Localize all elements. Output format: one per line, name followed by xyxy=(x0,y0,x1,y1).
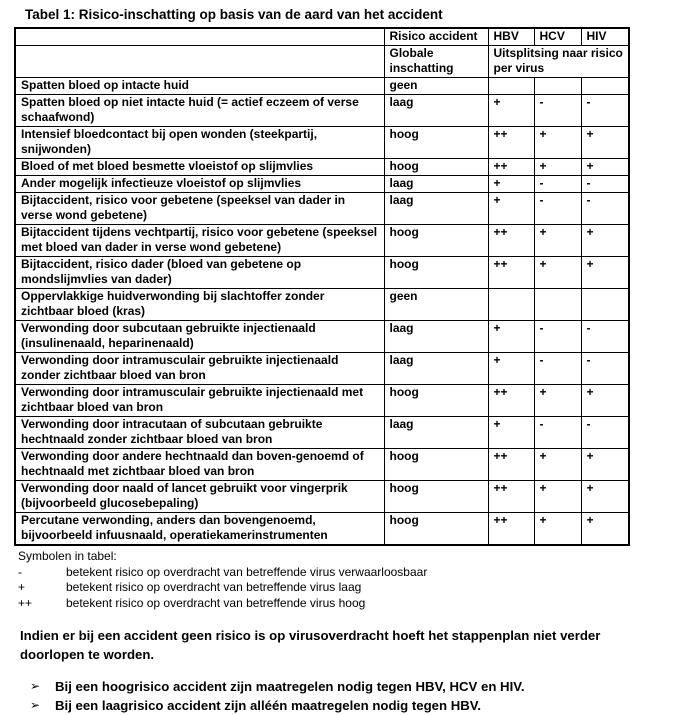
cell-accident: Verwonding door subcutaan gebruikte injectienaald (insulinenaald, heparinenaald) xyxy=(15,321,384,353)
cell-accident: Percutane verwonding, anders dan bovengenoemd, bijvoorbeeld infuusnaald, operatiekamerinstrumenten xyxy=(15,513,384,546)
cell-hcv xyxy=(534,289,581,321)
header-row-viruses xyxy=(15,28,629,46)
cell-hiv: + xyxy=(581,449,629,481)
cell-hcv: - xyxy=(534,95,581,127)
cell-hcv: + xyxy=(534,225,581,257)
cell-accident: Verwonding door andere hechtnaald dan boven-genoemd of hechtnaald met zichtbaar bloed van bron xyxy=(15,449,384,481)
cell-accident: Ander mogelijk infectieuze vloeistof op slijmvlies xyxy=(15,176,384,193)
table-row xyxy=(15,127,629,159)
cell-accident: Bijtaccident, risico voor gebetene (speeksel van dader in verse wond gebetene) xyxy=(15,193,384,225)
cell-hbv: ++ xyxy=(488,513,534,546)
cell-accident: Spatten bloed op intacte huid xyxy=(15,78,384,95)
legend-meaning: betekent risico op overdracht van betreffende virus hoog xyxy=(66,595,366,610)
table-row xyxy=(15,95,629,127)
cell-hiv: + xyxy=(581,513,629,546)
legend-meaning: betekent risico op overdracht van betreffende virus verwaarloosbaar xyxy=(66,564,428,579)
cell-risico: geen xyxy=(384,78,488,95)
legend-meaning: betekent risico op overdracht van betreffende virus laag xyxy=(66,580,362,594)
cell-hbv xyxy=(488,78,534,95)
cell-accident: Verwonding door intracutaan of subcutaan gebruikte hechtnaald zonder zichtbaar bloed van bron xyxy=(15,417,384,449)
cell-hiv: - xyxy=(581,321,629,353)
bullet-text: Bij een hoogrisico accident zijn maatregelen nodig tegen HBV, HCV en HIV. xyxy=(55,679,525,694)
risk-table-header xyxy=(15,28,629,78)
page-title: Tabel 1: Risico-inschatting op basis van de aard van het accident xyxy=(25,7,443,22)
risk-table-body xyxy=(15,78,629,546)
cell-accident: Intensief bloedcontact bij open wonden (steekpartij, snijwonden) xyxy=(15,127,384,159)
cell-hiv: + xyxy=(581,481,629,513)
risk-table xyxy=(14,27,630,546)
cell-accident: Bijtaccident tijdens vechtpartij, risico voor gebetene (speeksel met bloed van dader in verse wond gebetene) xyxy=(15,225,384,257)
cell-hiv xyxy=(581,78,629,95)
cell-accident: Verwonding door intramusculair gebruikte injectienaald met zichtbaar bloed van bron xyxy=(15,385,384,417)
header-hiv: HIV xyxy=(581,28,629,46)
cell-accident: Oppervlakkige huidverwonding bij slachtoffer zonder zichtbaar bloed (kras) xyxy=(15,289,384,321)
table-row xyxy=(15,225,629,257)
header-hbv: HBV xyxy=(488,28,534,46)
cell-hiv: - xyxy=(581,176,629,193)
table-row xyxy=(15,353,629,385)
legend-symbol: ++ xyxy=(18,595,33,610)
cell-hiv: + xyxy=(581,385,629,417)
cell-risico: hoog xyxy=(384,385,488,417)
cell-hbv xyxy=(488,289,534,321)
cell-accident: Verwonding door intramusculair gebruikte injectienaald zonder zichtbaar bloed van bron xyxy=(15,353,384,385)
header-accident-empty xyxy=(15,28,384,46)
cell-hbv: ++ xyxy=(488,257,534,289)
cell-hbv: + xyxy=(488,353,534,385)
cell-risico: laag xyxy=(384,353,488,385)
table-row xyxy=(15,513,629,546)
cell-accident: Verwonding door naald of lancet gebruikt voor vingerprik (bijvoorbeeld glucosebepaling) xyxy=(15,481,384,513)
cell-hcv: - xyxy=(534,353,581,385)
cell-hbv: ++ xyxy=(488,481,534,513)
cell-hbv: ++ xyxy=(488,159,534,176)
cell-hiv: + xyxy=(581,225,629,257)
cell-hcv: + xyxy=(534,449,581,481)
table-row xyxy=(15,385,629,417)
arrow-bullet-icon: ➢ xyxy=(30,679,41,693)
cell-hbv: + xyxy=(488,417,534,449)
cell-hiv: + xyxy=(581,257,629,289)
header-globale-inschatting: Globale inschatting xyxy=(384,46,488,78)
cell-risico: hoog xyxy=(384,159,488,176)
legend-item xyxy=(18,565,684,581)
table-row xyxy=(15,159,629,176)
header-accident-empty-2 xyxy=(15,46,384,78)
cell-risico: laag xyxy=(384,176,488,193)
cell-hiv xyxy=(581,289,629,321)
header-uitsplitsing: Uitsplitsing naar risico per virus xyxy=(488,46,629,78)
cell-hcv xyxy=(534,78,581,95)
cell-hbv: + xyxy=(488,176,534,193)
cell-hcv: + xyxy=(534,513,581,546)
bullet-text: Bij een laagrisico accident zijn alléén maatregelen nodig tegen HBV. xyxy=(55,698,482,713)
legend-item xyxy=(18,596,684,612)
cell-hcv: - xyxy=(534,176,581,193)
table-row xyxy=(15,257,629,289)
cell-hcv: - xyxy=(534,417,581,449)
cell-accident: Bloed of met bloed besmette vloeistof op slijmvlies xyxy=(15,159,384,176)
cell-hbv: ++ xyxy=(488,127,534,159)
table-row xyxy=(15,481,629,513)
cell-accident: Bijtaccident, risico dader (bloed van gebetene op mondslijmvlies van dader) xyxy=(15,257,384,289)
cell-hbv: + xyxy=(488,321,534,353)
cell-hbv: + xyxy=(488,95,534,127)
cell-risico: laag xyxy=(384,417,488,449)
legend-list xyxy=(18,565,684,612)
note-paragraph: Indien er bij een accident geen risico is op virusoverdracht hoeft het stappenplan niet verder doorlopen te worden. xyxy=(20,628,601,662)
cell-hiv: - xyxy=(581,95,629,127)
cell-hiv: + xyxy=(581,159,629,176)
cell-risico: hoog xyxy=(384,225,488,257)
table-row xyxy=(15,321,629,353)
cell-risico: laag xyxy=(384,95,488,127)
legend-title: Symbolen in tabel: xyxy=(18,549,117,563)
bullet-item xyxy=(30,677,684,696)
header-risico-accident: Risico accident xyxy=(384,28,488,46)
cell-hbv: + xyxy=(488,193,534,225)
cell-hcv: + xyxy=(534,127,581,159)
header-hcv: HCV xyxy=(534,28,581,46)
table-row xyxy=(15,449,629,481)
cell-risico: geen xyxy=(384,289,488,321)
table-row xyxy=(15,193,629,225)
table-row xyxy=(15,176,629,193)
table-row xyxy=(15,417,629,449)
legend-item xyxy=(18,580,684,596)
cell-hcv: - xyxy=(534,193,581,225)
bullet-list xyxy=(30,677,684,715)
cell-hiv: - xyxy=(581,353,629,385)
cell-hiv: + xyxy=(581,127,629,159)
legend-symbol: + xyxy=(18,580,26,594)
table-row xyxy=(15,78,629,95)
cell-hcv: + xyxy=(534,257,581,289)
cell-risico: laag xyxy=(384,193,488,225)
cell-hbv: ++ xyxy=(488,449,534,481)
cell-hcv: - xyxy=(534,321,581,353)
cell-hcv: + xyxy=(534,385,581,417)
cell-risico: laag xyxy=(384,321,488,353)
cell-hiv: - xyxy=(581,417,629,449)
cell-accident: Spatten bloed op niet intacte huid (= actief eczeem of verse schaafwond) xyxy=(15,95,384,127)
cell-hcv: + xyxy=(534,481,581,513)
cell-hbv: ++ xyxy=(488,385,534,417)
cell-hbv: ++ xyxy=(488,225,534,257)
legend-symbol: - xyxy=(18,564,22,579)
cell-risico: hoog xyxy=(384,449,488,481)
legend xyxy=(18,549,684,611)
cell-risico: hoog xyxy=(384,257,488,289)
arrow-bullet-icon: ➢ xyxy=(30,698,41,712)
table-row xyxy=(15,289,629,321)
cell-risico: hoog xyxy=(384,513,488,546)
cell-risico: hoog xyxy=(384,127,488,159)
bullet-item xyxy=(30,696,684,715)
header-row-subtitles xyxy=(15,46,629,78)
cell-hcv: + xyxy=(534,159,581,176)
cell-risico: hoog xyxy=(384,481,488,513)
cell-hiv: - xyxy=(581,193,629,225)
